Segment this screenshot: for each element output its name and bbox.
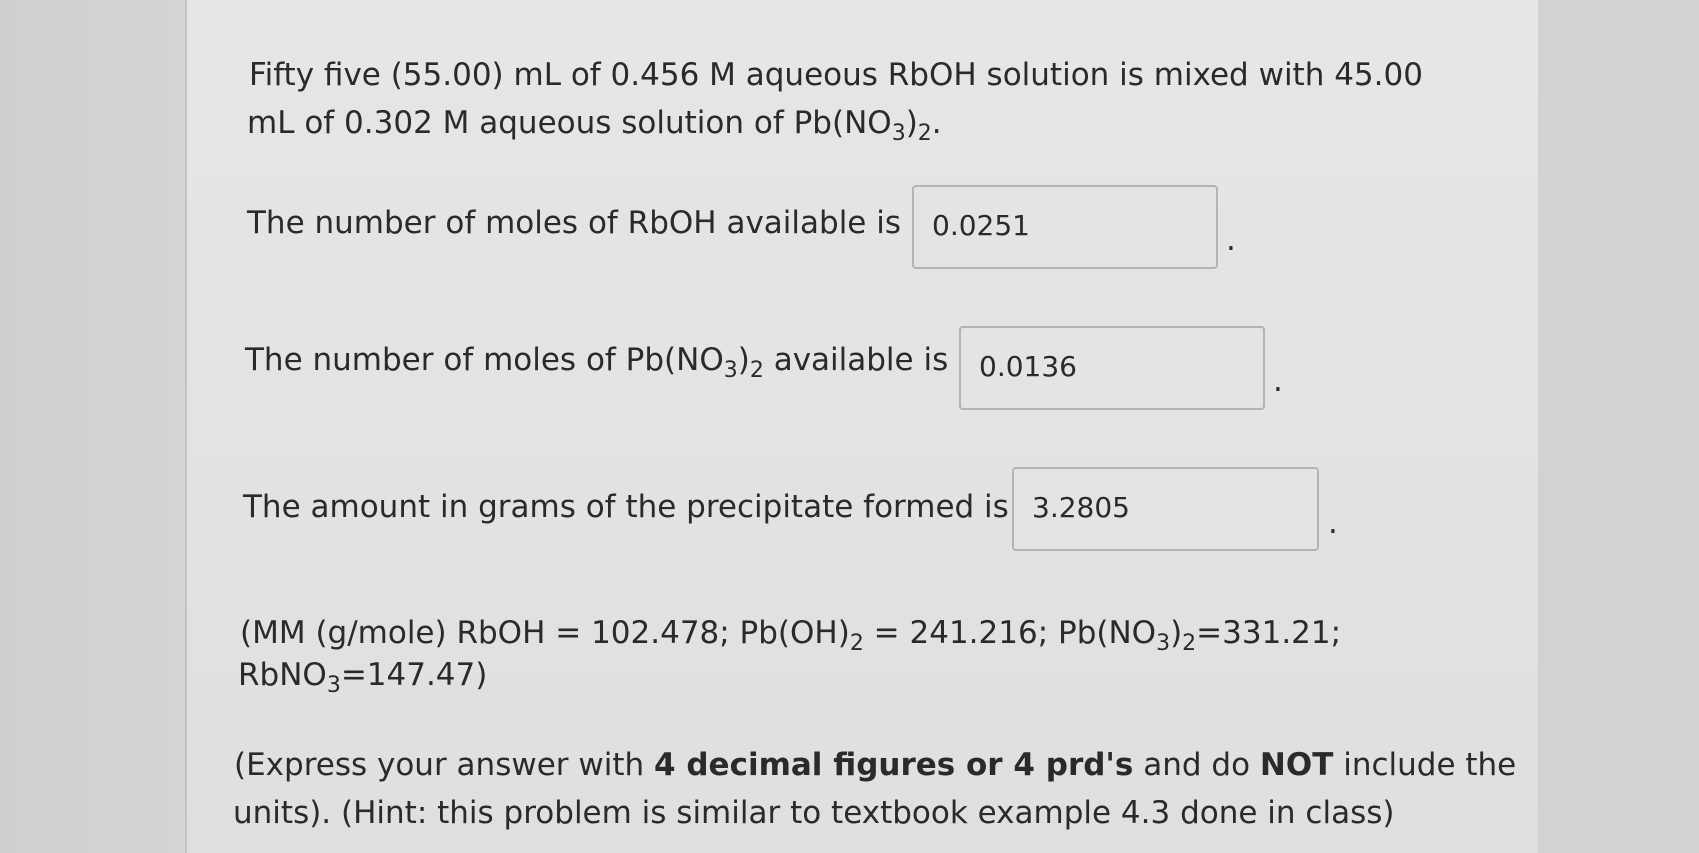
problem-line-2	[247, 100, 942, 146]
molar-mass-line-1	[240, 610, 1341, 656]
q2-label-text-a: The number of moles of Pb(NO	[245, 342, 724, 378]
q3-period-text: .	[1328, 505, 1338, 541]
instructions-bold-1: 4 decimal figures or 4 prd's	[654, 747, 1134, 783]
q2-answer-value: 0.0136	[979, 350, 1077, 383]
q1-answer-value: 0.0251	[932, 209, 1030, 242]
instructions-text-2: units). (Hint: this problem is similar to textbook example 4.3 done in class)	[233, 795, 1395, 831]
subscript: 3	[1156, 631, 1171, 656]
q3-answer-input[interactable]	[1012, 467, 1319, 551]
subscript: 2	[1182, 631, 1197, 656]
problem-text-2a: mL of 0.302 M aqueous solution of Pb(NO	[247, 105, 892, 141]
molar-mass-text-d: =331.21;	[1196, 615, 1342, 651]
q1-period	[1226, 222, 1236, 258]
problem-text-2b: )	[905, 105, 918, 141]
subscript: 3	[326, 673, 341, 698]
q1-period-text: .	[1226, 222, 1236, 258]
molar-mass-text-c: )	[1170, 615, 1183, 651]
instructions-text-b: and do	[1133, 747, 1260, 783]
q2-label-text-b: )	[737, 342, 750, 378]
right-background	[1538, 0, 1699, 853]
instructions-bold-2: NOT	[1259, 747, 1334, 783]
q2-label-text-c: available is	[763, 342, 949, 378]
instructions-text-a: (Express your answer with	[234, 747, 654, 783]
q2-label	[245, 337, 948, 383]
q3-label	[243, 484, 1009, 530]
instructions-line-1	[234, 742, 1516, 788]
subscript: 3	[891, 121, 906, 146]
instructions-line-2	[233, 790, 1394, 836]
problem-text-1: Fifty five (55.00) mL of 0.456 M aqueous RbOH solution is mixed with 45.00	[249, 57, 1423, 93]
problem-line-1	[249, 52, 1423, 98]
subscript: 2	[849, 631, 864, 656]
subscript: 2	[749, 358, 764, 383]
q1-label	[247, 200, 901, 246]
q1-answer-input[interactable]	[912, 185, 1218, 269]
problem-text-2c: .	[931, 105, 942, 141]
q2-period	[1273, 363, 1283, 399]
q3-label-text: The amount in grams of the precipitate formed is	[243, 489, 1009, 525]
molar-mass-line-2	[238, 652, 487, 698]
molar-mass-text-b: = 241.216; Pb(NO	[863, 615, 1157, 651]
molar-mass-text-a: (MM (g/mole) RbOH = 102.478; Pb(OH)	[240, 615, 850, 651]
molar-mass-text-f: =147.47)	[340, 657, 488, 693]
q3-answer-value: 3.2805	[1032, 491, 1130, 524]
subscript: 3	[723, 358, 738, 383]
q2-period-text: .	[1273, 363, 1283, 399]
subscript: 2	[917, 121, 932, 146]
instructions-text-c: include the	[1333, 747, 1517, 783]
q3-period	[1328, 505, 1338, 541]
q2-answer-input[interactable]	[959, 326, 1265, 410]
q1-label-text: The number of moles of RbOH available is	[247, 205, 901, 241]
molar-mass-text-e: RbNO	[238, 657, 327, 693]
